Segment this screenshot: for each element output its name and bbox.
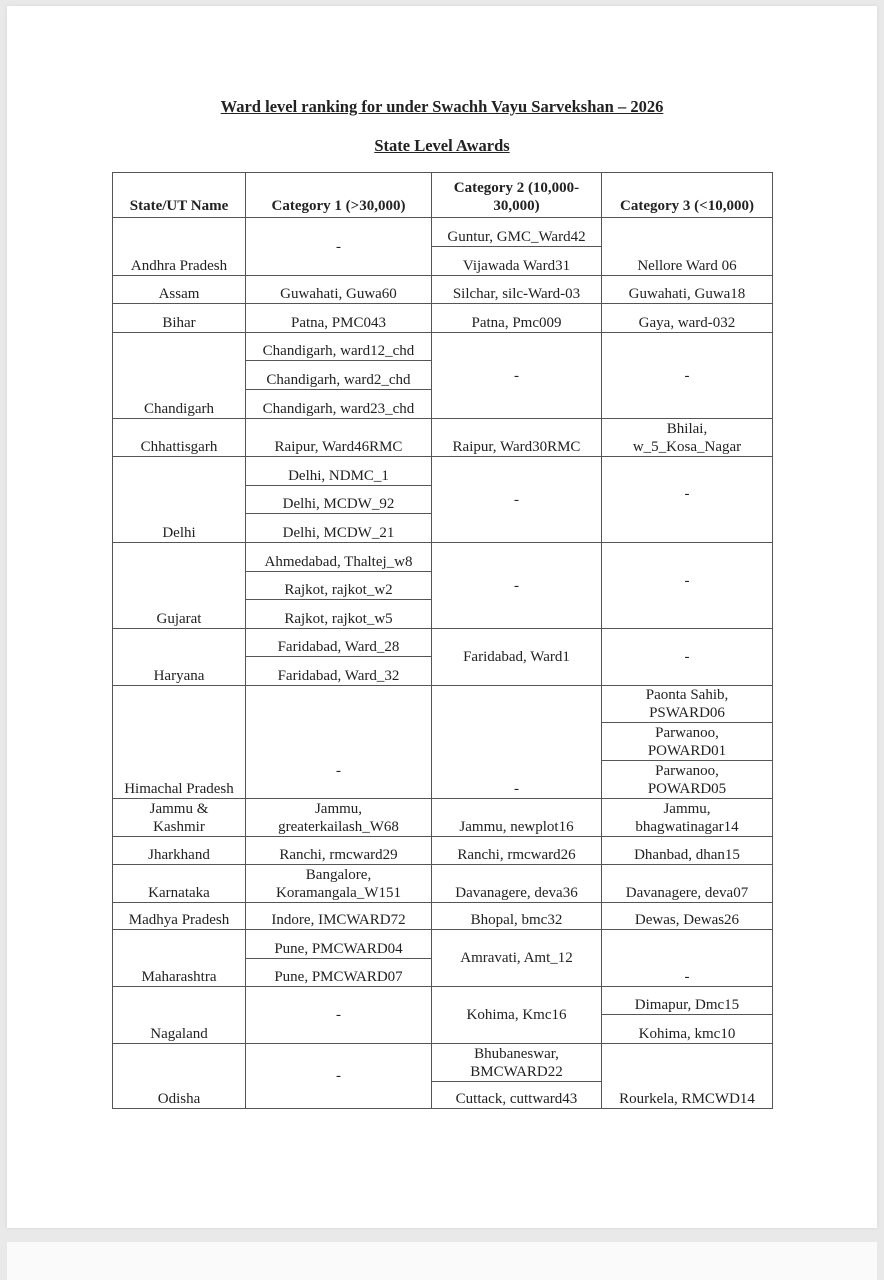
category-2-cell: Davanagere, deva36 — [432, 865, 602, 903]
category-2-cell: Raipur, Ward30RMC — [432, 419, 602, 457]
header-category-1: Category 1 (>30,000) — [246, 173, 432, 218]
city-line: Jammu, — [663, 801, 711, 817]
category-1-cell: Delhi, MCDW_21 — [246, 514, 432, 543]
ward-line: BMCWARD22 — [470, 1064, 563, 1080]
category-3-cell — [602, 761, 773, 799]
category-3-cell: Dimapur, Dmc15 — [602, 987, 773, 1015]
state-cell: Assam — [113, 276, 246, 304]
category-3-cell: Dewas, Dewas26 — [602, 903, 773, 930]
city-line: Parwanoo, — [655, 725, 719, 741]
category-1-cell — [246, 799, 432, 837]
category-2-cell: Guntur, GMC_Ward42 — [432, 218, 602, 247]
category-3-cell — [602, 686, 773, 723]
category-3-cell: - — [602, 629, 773, 686]
state-cell: Odisha — [113, 1044, 246, 1109]
state-cell: Andhra Pradesh — [113, 218, 246, 276]
category-2-cell: - — [432, 457, 602, 543]
table-row — [113, 799, 773, 837]
ward-line: POWARD05 — [647, 781, 727, 797]
category-1-cell: Rajkot, rajkot_w2 — [246, 572, 432, 600]
table-row — [113, 686, 773, 723]
category-2-cell — [432, 1044, 602, 1082]
state-cell: Delhi — [113, 457, 246, 543]
category-2-cell: Patna, Pmc009 — [432, 304, 602, 333]
category-1-cell: Guwahati, Guwa60 — [246, 276, 432, 304]
state-cell: Chandigarh — [113, 333, 246, 419]
category-3-cell: - — [602, 457, 773, 543]
category-2-cell: - — [432, 686, 602, 799]
city-line: Jammu, — [314, 801, 363, 817]
ward-line: bhagwatinagar14 — [635, 819, 739, 835]
category-1-cell: Ahmedabad, Thaltej_w8 — [246, 543, 432, 572]
header-category-2: Category 2 (10,000-30,000) — [432, 173, 602, 218]
table-row — [113, 419, 773, 457]
category-1-cell: Faridabad, Ward_32 — [246, 657, 432, 686]
state-cell: Nagaland — [113, 987, 246, 1044]
category-3-cell: Dhanbad, dhan15 — [602, 837, 773, 865]
category-3-cell: Davanagere, deva07 — [602, 865, 773, 903]
category-3-cell — [602, 723, 773, 761]
state-cell: Chhattisgarh — [113, 419, 246, 457]
document-title: Ward level ranking for under Swachh Vayu Sarvekshan – 2026 — [220, 97, 664, 116]
state-cell: Bihar — [113, 304, 246, 333]
category-1-cell: - — [246, 686, 432, 799]
category-3-cell: Nellore Ward 06 — [602, 218, 773, 276]
state-cell: Jharkhand — [113, 837, 246, 865]
category-1-cell: - — [246, 218, 432, 276]
category-3-cell: Kohima, kmc10 — [602, 1015, 773, 1044]
category-3-cell — [602, 419, 773, 457]
city-line: Paonta Sahib, — [645, 687, 729, 703]
ward-line: Koramangala_W151 — [276, 885, 401, 901]
ward-line: greaterkailash_W68 — [278, 819, 399, 835]
category-1-cell — [246, 865, 432, 903]
category-2-cell: Faridabad, Ward1 — [432, 629, 602, 686]
category-3-cell: Gaya, ward-032 — [602, 304, 773, 333]
category-3-cell: - — [602, 333, 773, 419]
table-header-row — [113, 173, 773, 218]
state-cell: Haryana — [113, 629, 246, 686]
category-1-cell: Rajkot, rajkot_w5 — [246, 600, 432, 629]
category-1-cell: Pune, PMCWARD04 — [246, 930, 432, 959]
category-2-cell: Vijawada Ward31 — [432, 247, 602, 276]
state-line: Jammu & — [149, 801, 209, 817]
table-row — [113, 903, 773, 930]
state-cell: Maharashtra — [113, 930, 246, 987]
category-1-cell: - — [246, 1044, 432, 1109]
table-row — [113, 987, 773, 1015]
state-cell: Madhya Pradesh — [113, 903, 246, 930]
state-cell: Himachal Pradesh — [113, 686, 246, 799]
city-line: Bhilai, — [666, 421, 708, 437]
table-row — [113, 543, 773, 572]
table-row — [113, 457, 773, 486]
state-cell: Karnataka — [113, 865, 246, 903]
table-row — [113, 276, 773, 304]
category-2-cell: Jammu, newplot16 — [432, 799, 602, 837]
table-row — [113, 865, 773, 903]
table-row — [113, 218, 773, 247]
table-row — [113, 304, 773, 333]
category-3-cell: - — [602, 930, 773, 987]
awards-table — [112, 172, 773, 1109]
state-line: Kashmir — [153, 819, 205, 835]
city-line: Parwanoo, — [655, 763, 719, 779]
table-row — [113, 1044, 773, 1082]
category-2-cell: - — [432, 333, 602, 419]
table-row — [113, 629, 773, 657]
category-2-cell: Amravati, Amt_12 — [432, 930, 602, 987]
table-row — [113, 333, 773, 361]
next-page-edge — [7, 1242, 877, 1280]
category-1-cell: Pune, PMCWARD07 — [246, 959, 432, 987]
city-line: Bangalore, — [305, 867, 372, 883]
category-2-cell: Cuttack, cuttward43 — [432, 1082, 602, 1109]
city-line: Bhubaneswar, — [474, 1046, 559, 1062]
category-3-cell: Guwahati, Guwa18 — [602, 276, 773, 304]
category-1-cell: Delhi, NDMC_1 — [246, 457, 432, 486]
category-2-cell: Silchar, silc-Ward-03 — [432, 276, 602, 304]
table-row — [113, 930, 773, 959]
ward-line: w_5_Kosa_Nagar — [632, 439, 742, 455]
category-1-cell: Chandigarh, ward12_chd — [246, 333, 432, 361]
ward-line: POWARD01 — [647, 743, 727, 759]
category-1-cell: Chandigarh, ward23_chd — [246, 390, 432, 419]
category-2-cell: Bhopal, bmc32 — [432, 903, 602, 930]
state-cell — [113, 799, 246, 837]
category-2-cell: Kohima, Kmc16 — [432, 987, 602, 1044]
category-1-cell: Chandigarh, ward2_chd — [246, 361, 432, 390]
category-2-cell: - — [432, 543, 602, 629]
state-cell: Gujarat — [113, 543, 246, 629]
category-1-cell: Ranchi, rmcward29 — [246, 837, 432, 865]
section-subtitle: State Level Awards — [374, 136, 510, 155]
category-1-cell: Patna, PMC043 — [246, 304, 432, 333]
category-1-cell: Delhi, MCDW_92 — [246, 486, 432, 514]
category-3-cell: - — [602, 543, 773, 629]
header-state: State/UT Name — [113, 173, 246, 218]
category-1-cell: Faridabad, Ward_28 — [246, 629, 432, 657]
category-1-cell: Raipur, Ward46RMC — [246, 419, 432, 457]
category-3-cell: Rourkela, RMCWD14 — [602, 1044, 773, 1109]
category-1-cell: Indore, IMCWARD72 — [246, 903, 432, 930]
category-2-cell: Ranchi, rmcward26 — [432, 837, 602, 865]
header-category-3: Category 3 (<10,000) — [602, 173, 773, 218]
table-row — [113, 837, 773, 865]
ward-line: PSWARD06 — [649, 705, 725, 721]
category-1-cell: - — [246, 987, 432, 1044]
category-3-cell — [602, 799, 773, 837]
